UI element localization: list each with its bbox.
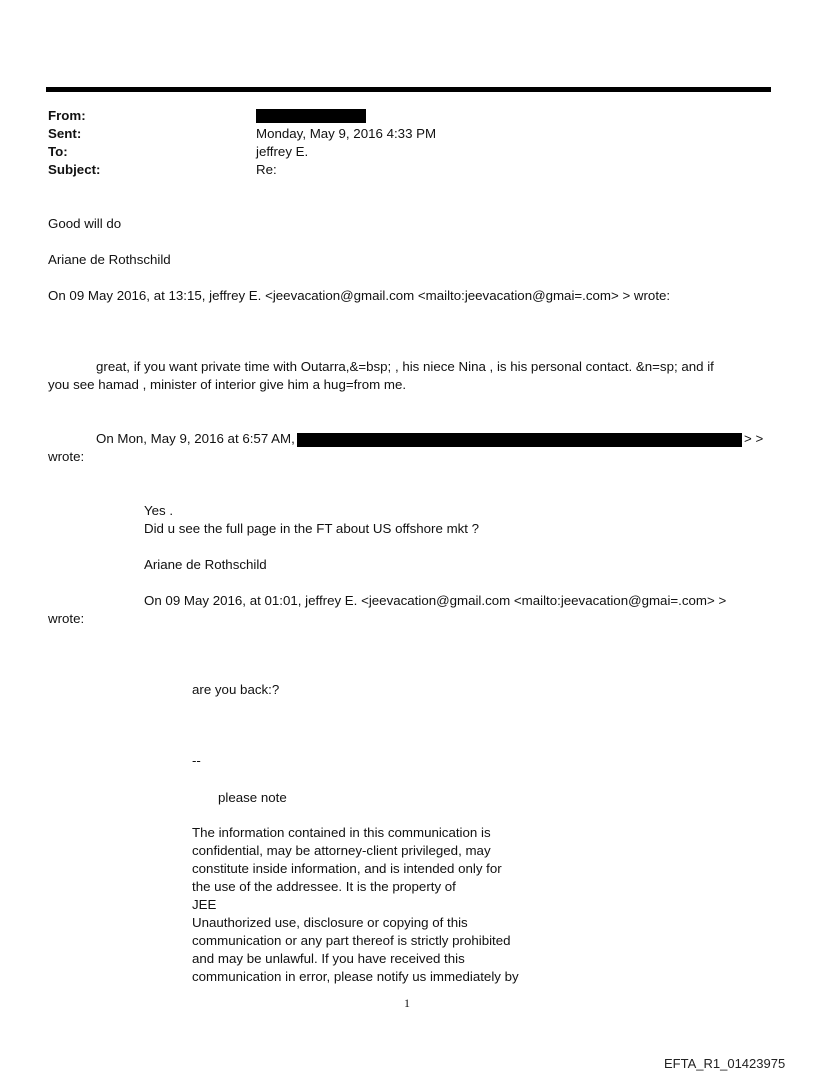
quote1-intro: On 09 May 2016, at 13:15, jeffrey E. <jeevacation@gmail.com <mailto:jeevacation@gmai=.com> > wrote: xyxy=(48,288,671,303)
disclaimer-line: communication in error, please notify us immediately by xyxy=(192,969,519,984)
email-redaction xyxy=(297,433,742,447)
quote3-intro: On 09 May 2016, at 01:01, jeffrey E. <jeevacation@gmail.com <mailto:jeevacation@gmai=.com> > xyxy=(144,593,727,608)
disclaimer-line: communication or any part thereof is strictly prohibited xyxy=(192,933,511,948)
document-id: EFTA_R1_01423975 xyxy=(664,1056,786,1071)
disclaimer-line: and may be unlawful. If you have received this xyxy=(192,951,465,966)
quote2-intro-end: > > xyxy=(744,431,764,446)
quote2-wrote: wrote: xyxy=(48,449,85,464)
quote1-text-line1: great, if you want private time with Outarra,&=bsp; , his niece Nina , is his personal contact. &n=sp; and if xyxy=(96,359,714,374)
page-number: 1 xyxy=(404,996,410,1010)
quote3-text: are you back:? xyxy=(192,682,280,697)
from-label: From: xyxy=(48,108,86,123)
disclaimer-line: Unauthorized use, disclosure or copying of this xyxy=(192,915,468,930)
subject-label: Subject: xyxy=(48,162,101,177)
disclaimer-line: constitute inside information, and is intended only for xyxy=(192,861,502,876)
please-note: please note xyxy=(218,790,287,805)
sent-label: Sent: xyxy=(48,126,82,141)
signature-separator: -- xyxy=(192,753,201,768)
reply-line: Good will do xyxy=(48,216,122,231)
disclaimer-line: the use of the addressee. It is the property of xyxy=(192,879,456,894)
subject-value: Re: xyxy=(256,162,277,177)
disclaimer-line: JEE xyxy=(192,897,217,912)
header-rule xyxy=(46,87,771,92)
disclaimer-line: The information contained in this communication is xyxy=(192,825,491,840)
quote2-line2: Did u see the full page in the FT about US offshore mkt ? xyxy=(144,521,480,536)
to-value: jeffrey E. xyxy=(256,144,309,159)
to-label: To: xyxy=(48,144,68,159)
quote2-intro-start: On Mon, May 9, 2016 at 6:57 AM, xyxy=(96,431,295,446)
signature-2: Ariane de Rothschild xyxy=(144,557,267,572)
disclaimer-line: confidential, may be attorney-client privileged, may xyxy=(192,843,491,858)
signature-1: Ariane de Rothschild xyxy=(48,252,171,267)
quote1-text-line2: you see hamad , minister of interior give him a hug=from me. xyxy=(48,377,407,392)
quote3-wrote: wrote: xyxy=(48,611,85,626)
sent-value: Monday, May 9, 2016 4:33 PM xyxy=(256,126,437,141)
from-redaction xyxy=(256,109,366,123)
quote2-line1: Yes . xyxy=(144,503,174,518)
